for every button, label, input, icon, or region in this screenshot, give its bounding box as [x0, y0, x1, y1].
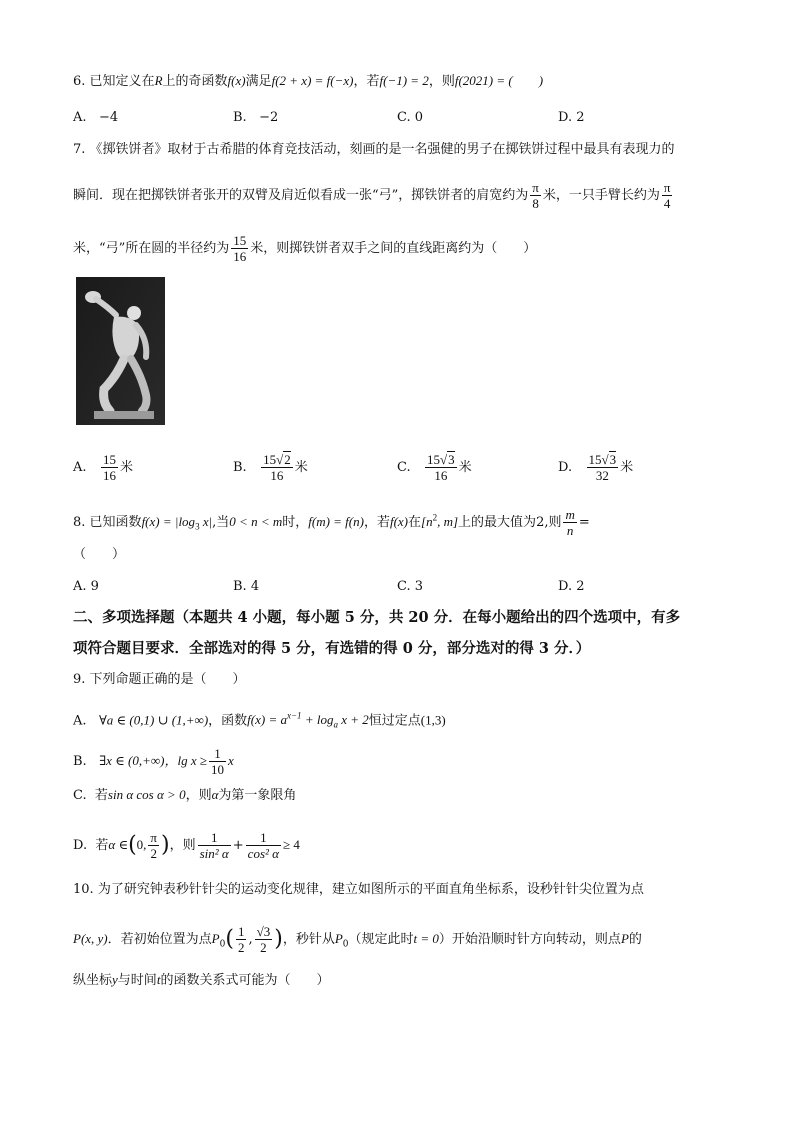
question-number: 8.: [73, 515, 86, 530]
question-number: 9.: [73, 672, 86, 687]
section-2-heading-line-2: 项符合题目要求．全部选对的得 5 分，有选错的得 0 分，部分选对的得 3 分．）: [73, 640, 591, 657]
discobolus-statue-image: [76, 277, 165, 425]
question-7-line-2: 瞬间．现在把掷铁饼者张开的双臂及肩近似看成一张“弓”，掷铁饼者的肩宽约为 $\frac{\pi}{8}$ 米，一只手臂长约为 $\frac{\pi}{4}$: [73, 180, 671, 211]
option-7b: B. $\frac{15√2}{16}$ 米: [233, 452, 308, 483]
question-10-line-1: 10. 为了研究钟表秒针针尖的运动变化规律，建立如图所示的平面直角坐标系，设秒针针尖位置为点: [73, 882, 644, 897]
option-9d: D. 若α ∈(0, $\frac{\pi}{2}$ )，则 $\frac{1}{\text{sin² α}}$ + $\frac{1}{\text{cos² α}}$ ≥ 4: [73, 830, 300, 861]
question-8-stem: 8. 已知函数$f(x) = |\log_3$ x|,当0 < n < m时，f(m) = f(n)，若f(x)在[$n^2$, m]上的最大值为2,则 $\frac{m}{n}$ =: [73, 507, 590, 538]
option-6b: B. −2: [233, 110, 279, 125]
option-9c: C. 若sin α cos α > 0，则α为第一象限角: [73, 787, 297, 803]
fraction-15-16: $\frac{15}{16}$: [233, 233, 247, 264]
option-9b: B. ∃x ∈ (0,+∞)，lg x ≥ $\frac{1}{10}$ x: [73, 746, 234, 777]
question-number: 10.: [73, 882, 94, 897]
option-7c: C. $\frac{15√3}{16}$ 米: [397, 452, 472, 483]
option-6a: A. −4: [73, 110, 119, 125]
option-6c: C. 0: [397, 110, 424, 125]
option-7d: D. $\frac{15√3}{32}$ 米: [558, 452, 634, 483]
question-8-paren: （ ）: [73, 547, 126, 562]
fraction-pi-4: $\frac{\pi}{4}$: [663, 180, 671, 211]
option-8b: B. 4: [233, 579, 260, 594]
question-10-line-3: 纵坐标y与时间t的函数关系式可能为（ ）: [73, 972, 330, 988]
option-6d: D. 2: [558, 110, 585, 125]
question-number: 7.: [73, 142, 86, 157]
option-7a: A. $\frac{15}{16}$ 米: [73, 452, 133, 483]
question-7-line-1: 7. 《掷铁饼者》取材于古希腊的体育竞技活动，刻画的是一名强健的男子在掷铁饼过程中最具有表现力的: [73, 142, 675, 157]
question-6-stem: 6. 已知定义在R上的奇函数f(x)满足f(2 + x) = f(−x)，若f(−1) = 2，则f(2021) = ( ): [73, 73, 544, 89]
option-8c: C. 3: [397, 579, 424, 594]
section-2-heading-line-1: 二、多项选择题（本题共 4 小题，每小题 5 分，共 20 分．在每小题给出的四个选项中，有多: [73, 609, 681, 626]
fraction-pi-8: $\frac{\pi}{8}$: [532, 180, 539, 211]
question-9-stem: 9. 下列命题正确的是（ ）: [73, 672, 246, 687]
question-number: 6.: [73, 74, 86, 89]
question-10-line-2: P(x, y)．若初始位置为点$P_0$( $\frac{1}{2}$ , $\frac{√3}{2}$ )，秒针从$P_0$（规定此时t = 0）开始沿顺时针方向转动，则点P的: [73, 924, 642, 955]
option-8a: A. 9: [73, 579, 99, 594]
option-9a: A. ∀a ∈ (0,1) ∪ (1,+∞)，函数$f(x) = a^{x-1} + \log_a x + 2$恒过定点(1,3): [73, 711, 446, 730]
question-7-line-3: 米，“弓”所在圆的半径约为 $\frac{15}{16}$ 米，则掷铁饼者双手之间的直线距离约为（ ）: [73, 233, 537, 264]
option-8d: D. 2: [558, 579, 585, 594]
